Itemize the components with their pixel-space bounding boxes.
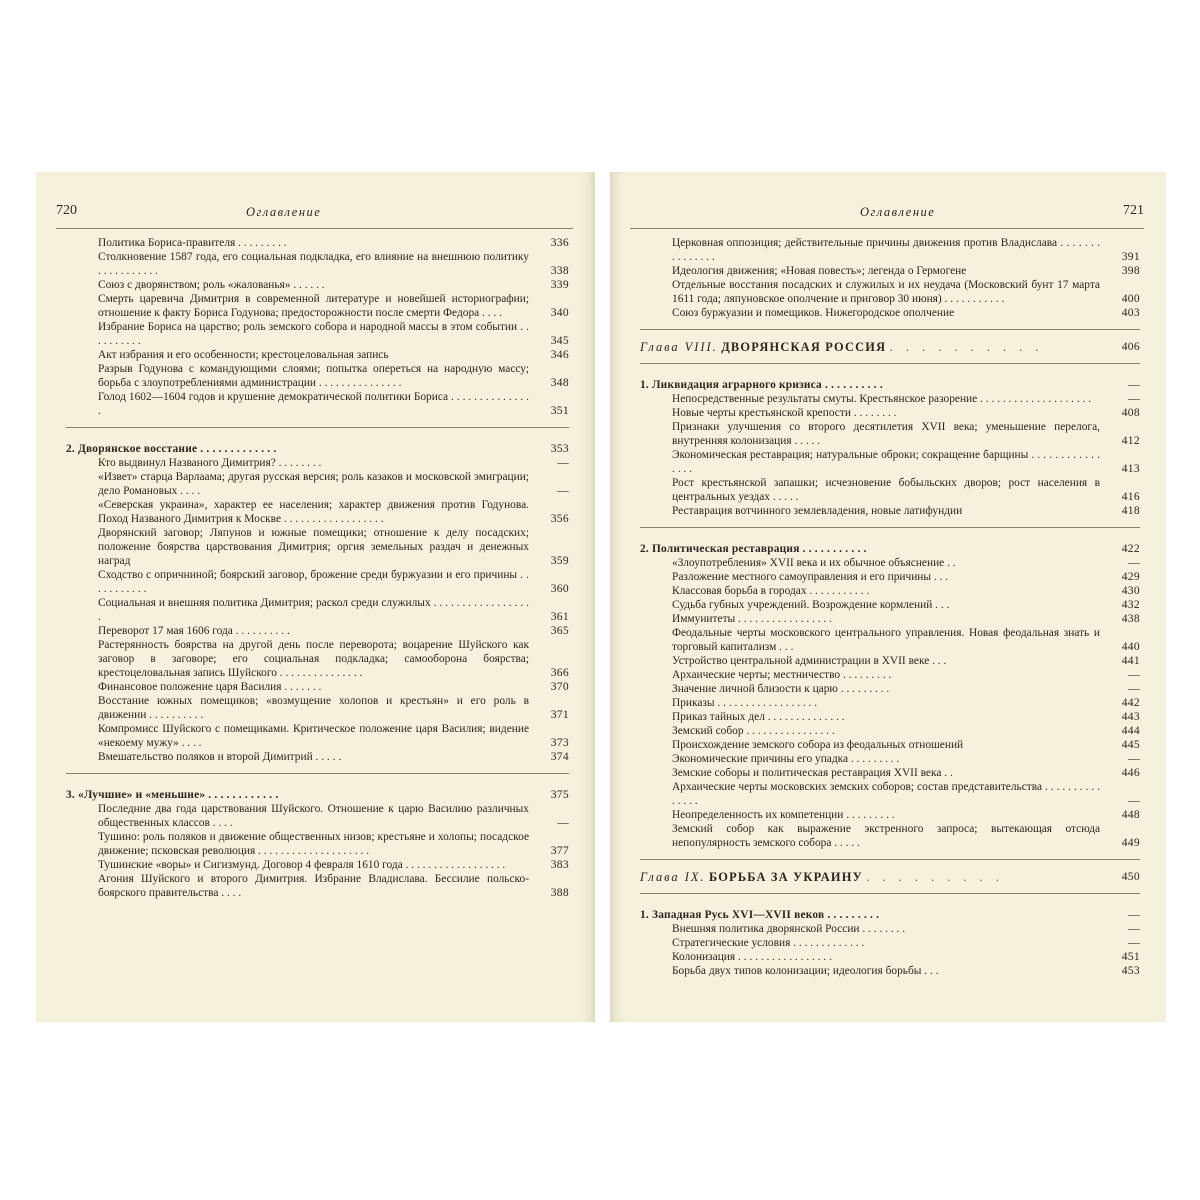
- toc-entry: [640, 682, 1140, 696]
- toc-entry-text: Идеология движения; «Новая повесть»; легенда о Гермогене: [672, 265, 967, 277]
- toc-page-number: —: [1128, 682, 1140, 695]
- toc-page-number: 448: [1121, 808, 1140, 821]
- toc-page-number: 360: [550, 582, 569, 595]
- toc-entry-text: Переворот 17 мая 1606 года . . . . . . . . . .: [98, 625, 290, 637]
- toc-page-number: 359: [550, 554, 569, 567]
- toc-entry: [640, 306, 1140, 320]
- toc-page-number: 432: [1121, 598, 1140, 611]
- toc-entry: [66, 292, 569, 320]
- toc-entry: [640, 392, 1140, 406]
- toc-entry-text: Устройство центральной администрации в XVII веке . . .: [672, 655, 947, 667]
- toc-entry-text: Земский собор . . . . . . . . . . . . . . . .: [672, 725, 835, 737]
- toc-entry: [66, 722, 569, 750]
- section-heading: [66, 442, 569, 456]
- toc-entry-text: «Извет» старца Варлаама; другая русская версия; роль казаков и московской эмиграции; дело Романовых . . . .: [98, 471, 529, 497]
- toc-entry: [640, 668, 1140, 682]
- toc-entry: [640, 236, 1140, 264]
- leader-dots: . . . . . . . . .: [866, 870, 1004, 884]
- toc-entry: [640, 766, 1140, 780]
- toc-page-number: 371: [550, 708, 569, 721]
- toc-page-number: 375: [550, 788, 569, 801]
- toc-page-number: 370: [550, 680, 569, 693]
- toc-entry: [640, 612, 1140, 626]
- toc-entry-text: Непосредственные результаты смуты. Крестьянское разорение . . . . . . . . . . . . . . . . . . . .: [672, 393, 1092, 405]
- toc-entry: [640, 780, 1140, 808]
- toc-entry: [66, 526, 569, 568]
- toc-entry: [66, 624, 569, 638]
- toc-page-number: 366: [550, 666, 569, 679]
- toc-page-number: —: [557, 484, 569, 497]
- chapter-title: [640, 870, 1100, 884]
- toc-page-number: 441: [1121, 654, 1140, 667]
- left-running-title: Оглавление: [246, 205, 322, 219]
- toc-entry-text: Земский собор как выражение экстренного запроса; вытекающая отсюда непопулярность земского собора . . . . .: [672, 823, 1100, 849]
- toc-entry-text: Судьба губных учреждений. Возрождение кормлений . . .: [672, 599, 950, 611]
- toc-entry: [66, 362, 569, 390]
- toc-entry: [640, 738, 1140, 752]
- toc-entry: [640, 598, 1140, 612]
- toc-page-number: 443: [1121, 710, 1140, 723]
- toc-entry-text: Избрание Бориса на царство; роль земского собора и народной массы в этом событии . . . . . . . . . .: [98, 321, 529, 347]
- toc-page-number: —: [557, 456, 569, 469]
- toc-entry: [640, 822, 1140, 850]
- toc-entry: [640, 936, 1140, 950]
- separator-line: [640, 893, 1140, 894]
- toc-entry-text: Архаические черты московских земских соборов; состав представительства . . . . . . . . . . . . . . .: [672, 781, 1100, 807]
- toc-entry: [66, 858, 569, 872]
- section-heading: [66, 788, 569, 802]
- chapter-label: Глава VIII.: [640, 340, 718, 354]
- toc-page-number: 449: [1121, 836, 1140, 849]
- toc-entry: [66, 456, 569, 470]
- toc-entry-text: Борьба двух типов колонизации; идеология борьбы . . .: [672, 965, 939, 977]
- toc-entry-text: Тушино: роль поляков и движение общественных низов; крестьяне и холопы; посадское движение; псковская революция . . . . . . . . . . . . . . . . . . . .: [98, 831, 529, 857]
- toc-entry-text: Вмешательство поляков и второй Димитрий . . . . .: [98, 751, 342, 763]
- toc-entry-text: Экономические причины его упадка . . . . . . . . .: [672, 753, 900, 765]
- toc-entry: [640, 556, 1140, 570]
- left-toc-list: [66, 236, 569, 900]
- toc-entry: [66, 596, 569, 624]
- toc-entry-text: Стратегические условия . . . . . . . . . . . . .: [672, 937, 865, 949]
- toc-entry-text: Феодальные черты московского центрального управления. Новая феодальная знать и торговый капитализм . . .: [672, 627, 1100, 653]
- toc-page-number: —: [1128, 936, 1140, 949]
- toc-page-number: 361: [550, 610, 569, 623]
- toc-page-number: 398: [1121, 264, 1140, 277]
- toc-page-number: —: [1128, 556, 1140, 569]
- toc-entry-text: Реставрация вотчинного землевладения, новые латифундии: [672, 505, 963, 517]
- toc-entry: [640, 964, 1140, 978]
- separator-line: [640, 527, 1140, 528]
- toc-page-number: 346: [550, 348, 569, 361]
- toc-entry: [66, 320, 569, 348]
- toc-page-number: 412: [1121, 434, 1140, 447]
- toc-entry: [66, 680, 569, 694]
- toc-page-number: 356: [550, 512, 569, 525]
- toc-entry: [66, 694, 569, 722]
- toc-page-number: 416: [1121, 490, 1140, 503]
- section-heading: [640, 378, 1140, 392]
- toc-entry: [66, 278, 569, 292]
- section-heading: [640, 908, 1140, 922]
- toc-entry-text: Классовая борьба в городах . . . . . . . . . . .: [672, 585, 870, 597]
- toc-entry-text: «Северская украина», характер ее населения; характер движения против Годунова. Поход Названого Димитрия к Москве . . . . . . . . . . . . . . . . . .: [98, 499, 529, 525]
- toc-entry-text: Признаки улучшения со второго десятилетия XVII века; уменьшение перелога, внутренняя колонизация . . . . .: [672, 421, 1100, 447]
- section-title: 2. Политическая реставрация . . . . . . . . . . .: [640, 543, 867, 555]
- toc-page-number: 339: [550, 278, 569, 291]
- toc-page-number: 440: [1121, 640, 1140, 653]
- toc-page-number: 408: [1121, 406, 1140, 419]
- toc-entry-text: Растерянность боярства на другой день после переворота; воцарение Шуйского как заговор в заговоре; его социальная подкладка; самооборона боярства; крестоцеловальная запись Шуйского . . . . . . . . . . . . . . .: [98, 639, 529, 679]
- section-title: 3. «Лучшие» и «меньшие» . . . . . . . . . . . .: [66, 789, 279, 801]
- toc-page-number: —: [1128, 392, 1140, 405]
- toc-entry: [66, 236, 569, 250]
- toc-page-number: 451: [1121, 950, 1140, 963]
- toc-entry: [66, 568, 569, 596]
- section-title: 1. Западная Русь XVI—XVII веков . . . . . . . . .: [640, 909, 880, 921]
- separator-line: [640, 363, 1140, 364]
- toc-entry: [640, 808, 1140, 822]
- toc-page-number: 422: [1121, 542, 1140, 555]
- toc-entry-text: Агония Шуйского и второго Димитрия. Избрание Владислава. Бессилие польско-боярского правительства . . . .: [98, 873, 529, 899]
- right-page-number: 721: [1123, 203, 1144, 218]
- toc-page-number: —: [557, 816, 569, 829]
- section-title: 1. Ликвидация аграрного кризиса . . . . . . . . . .: [640, 379, 883, 391]
- separator-line: [66, 427, 569, 428]
- toc-entry-text: Отдельные восстания посадских и служилых и их неудача (Московский бунт 17 марта 1611 года; ляпуновское ополчение и приговор 30 июня) . . . . . . . . . . .: [672, 279, 1100, 305]
- toc-entry-text: Приказы . . . . . . . . . . . . . . . . . .: [672, 697, 818, 709]
- toc-entry: [66, 830, 569, 858]
- toc-page-number: 406: [1121, 340, 1140, 353]
- toc-page-number: 391: [1121, 250, 1140, 263]
- toc-entry-text: Церковная оппозиция; действительные причины движения против Владислава . . . . . . . . . . . . . . .: [672, 237, 1100, 263]
- separator-line: [640, 859, 1140, 860]
- toc-entry-text: Разложение местного самоуправления и его причины . . .: [672, 571, 949, 583]
- toc-page-number: 453: [1121, 964, 1140, 977]
- section-heading: [640, 542, 1140, 556]
- toc-entry: [66, 250, 569, 278]
- toc-page-number: 438: [1121, 612, 1140, 625]
- toc-entry-text: Новые черты крестьянской крепости . . . . . . . .: [672, 407, 897, 419]
- toc-entry: [640, 420, 1140, 448]
- toc-page-number: 450: [1121, 870, 1140, 883]
- chapter-label: Глава IX.: [640, 870, 706, 884]
- toc-entry: [640, 710, 1140, 724]
- toc-page-number: 345: [550, 334, 569, 347]
- leader-dots: . . . . . . . . . .: [889, 340, 1044, 354]
- toc-page-number: 353: [550, 442, 569, 455]
- toc-entry-text: Иммунитеты . . . . . . . . . . . . . . . . .: [672, 613, 833, 625]
- toc-page-number: 388: [550, 886, 569, 899]
- toc-page-number: —: [1128, 908, 1140, 921]
- toc-entry: [640, 406, 1140, 420]
- toc-entry: [640, 448, 1140, 476]
- toc-entry-text: Экономическая реставрация; натуральные оброки; сокращение барщины . . . . . . . . . . . . . . . .: [672, 449, 1100, 475]
- toc-entry-text: Происхождение земского собора из феодальных отношений: [672, 739, 964, 751]
- toc-entry-text: Голод 1602—1604 годов и крушение демократической политики Бориса . . . . . . . . . . . . . . .: [98, 391, 529, 417]
- toc-entry-text: Финансовое положение царя Василия . . . . . . .: [98, 681, 322, 693]
- toc-page-number: 403: [1121, 306, 1140, 319]
- right-toc-list: [640, 236, 1140, 978]
- toc-page-number: 442: [1121, 696, 1140, 709]
- toc-entry-text: Колонизация . . . . . . . . . . . . . . . . .: [672, 951, 832, 963]
- toc-entry-text: Социальная и внешняя политика Димитрия; раскол среди служилых . . . . . . . . . . . . . . . . . .: [98, 597, 529, 623]
- toc-entry: [640, 626, 1140, 654]
- toc-page-number: 351: [550, 404, 569, 417]
- toc-page-number: 338: [550, 264, 569, 277]
- toc-entry: [640, 922, 1140, 936]
- left-page-number: 720: [56, 203, 77, 218]
- toc-page-number: 418: [1121, 504, 1140, 517]
- toc-page-number: 413: [1121, 462, 1140, 475]
- toc-entry-text: Приказ тайных дел . . . . . . . . . . . . . .: [672, 711, 845, 723]
- toc-page-number: 336: [550, 236, 569, 249]
- chapter-name: ДВОРЯНСКАЯ РОССИЯ: [721, 340, 887, 354]
- toc-page-number: —: [1128, 752, 1140, 765]
- toc-page-number: 429: [1121, 570, 1140, 583]
- toc-entry-text: Последние два года царствования Шуйского. Отношение к царю Василию различных общественных классов . . . .: [98, 803, 529, 829]
- toc-entry-text: Союз буржуазии и помещиков. Нижегородское ополчение: [672, 307, 955, 319]
- toc-entry: [640, 570, 1140, 584]
- toc-entry-text: Земские соборы и политическая реставрация XVII века . .: [672, 767, 953, 779]
- toc-page-number: 400: [1121, 292, 1140, 305]
- chapter-heading: [640, 340, 1140, 354]
- toc-entry-text: Значение личной близости к царю . . . . . . . . .: [672, 683, 890, 695]
- toc-entry: [640, 696, 1140, 710]
- toc-page-number: 348: [550, 376, 569, 389]
- toc-entry-text: Компромисс Шуйского с помещиками. Критическое положение царя Василия; видение «некоему мужу» . . . .: [98, 723, 529, 749]
- toc-page-number: 446: [1121, 766, 1140, 779]
- toc-entry-text: «Злоупотребления» XVII века и их обычное объяснение . .: [672, 557, 956, 569]
- toc-entry-text: Сходство с опричниной; боярский заговор, брожение среди буржуазии и его причины . . . . . . . . . . .: [98, 569, 529, 595]
- toc-entry: [66, 348, 569, 362]
- left-page: [36, 172, 595, 1022]
- toc-page-number: 365: [550, 624, 569, 637]
- toc-entry: [640, 278, 1140, 306]
- toc-entry-text: Смерть царевича Димитрия в современной литературе и новейшей историографии; отношение к факту Бориса Годунова; предосторожности после смерти Федора . . . .: [98, 293, 529, 319]
- separator-line: [66, 773, 569, 774]
- left-page-header: [56, 172, 573, 229]
- toc-entry: [640, 654, 1140, 668]
- toc-entry: [640, 950, 1140, 964]
- toc-page-number: 445: [1121, 738, 1140, 751]
- toc-page-number: 444: [1121, 724, 1140, 737]
- toc-entry: [640, 476, 1140, 504]
- toc-page-number: 340: [550, 306, 569, 319]
- toc-entry: [640, 752, 1140, 766]
- toc-entry-text: Внешняя политика дворянской России . . . . . . . .: [672, 923, 906, 935]
- toc-entry-text: Архаические черты; местничество . . . . . . . . .: [672, 669, 892, 681]
- toc-entry: [66, 872, 569, 900]
- right-page: [610, 172, 1166, 1022]
- toc-entry: [66, 470, 569, 498]
- section-title: 2. Дворянское восстание . . . . . . . . . . . . .: [66, 443, 277, 455]
- toc-entry: [640, 264, 1140, 278]
- separator-line: [640, 329, 1140, 330]
- toc-entry-text: Тушинские «воры» и Сигизмунд. Договор 4 февраля 1610 года . . . . . . . . . . . . . . . . . .: [98, 859, 506, 871]
- toc-entry: [640, 504, 1140, 518]
- toc-page-number: 373: [550, 736, 569, 749]
- toc-entry: [66, 638, 569, 680]
- chapter-title: [640, 340, 1100, 354]
- toc-entry-text: Столкновение 1587 года, его социальная подкладка, его влияние на внешнюю политику . . . . . . . . . . .: [98, 251, 529, 277]
- toc-page-number: —: [1128, 794, 1140, 807]
- toc-entry-text: Рост крестьянской запашки; исчезновение бобыльских дворов; рост населения в центральных уездах . . . . .: [672, 477, 1100, 503]
- toc-page-number: —: [1128, 378, 1140, 391]
- toc-entry-text: Дворянский заговор; Ляпунов и южные помещики; отношение к делу посадских; положение боярства царствования Димитрия; оргия земельных раздач и денежных наград: [98, 527, 529, 567]
- toc-page-number: 374: [550, 750, 569, 763]
- toc-entry: [66, 498, 569, 526]
- chapter-heading: [640, 870, 1140, 884]
- toc-entry-text: Кто выдвинул Названого Димитрия? . . . . . . . .: [98, 457, 322, 469]
- right-running-title: Оглавление: [860, 205, 936, 219]
- toc-entry-text: Политика Бориса-правителя . . . . . . . . .: [98, 237, 287, 249]
- toc-entry: [66, 390, 569, 418]
- toc-entry-text: Акт избрания и его особенности; крестоцеловальная запись: [98, 349, 389, 361]
- toc-entry: [66, 802, 569, 830]
- right-page-header: [630, 172, 1144, 229]
- toc-page-number: 430: [1121, 584, 1140, 597]
- toc-page-number: —: [1128, 922, 1140, 935]
- toc-entry: [640, 584, 1140, 598]
- toc-entry: [66, 750, 569, 764]
- toc-page-number: 383: [550, 858, 569, 871]
- chapter-name: БОРЬБА ЗА УКРАИНУ: [708, 870, 863, 884]
- toc-page-number: 377: [550, 844, 569, 857]
- toc-page-number: —: [1128, 668, 1140, 681]
- toc-entry-text: Неопределенность их компетенции . . . . . . . . .: [672, 809, 895, 821]
- toc-entry-text: Разрыв Годунова с командующими слоями; попытка опереться на народную массу; борьба с злоупотреблениями администрации . . . . . . . . . . . . . . .: [98, 363, 529, 389]
- toc-entry: [640, 724, 1140, 738]
- toc-entry-text: Восстание южных помещиков; «возмущение холопов и крестьян» и его роль в движении . . . . . . . . . .: [98, 695, 529, 721]
- toc-entry-text: Союз с дворянством; роль «жалованья» . . . . . .: [98, 279, 325, 291]
